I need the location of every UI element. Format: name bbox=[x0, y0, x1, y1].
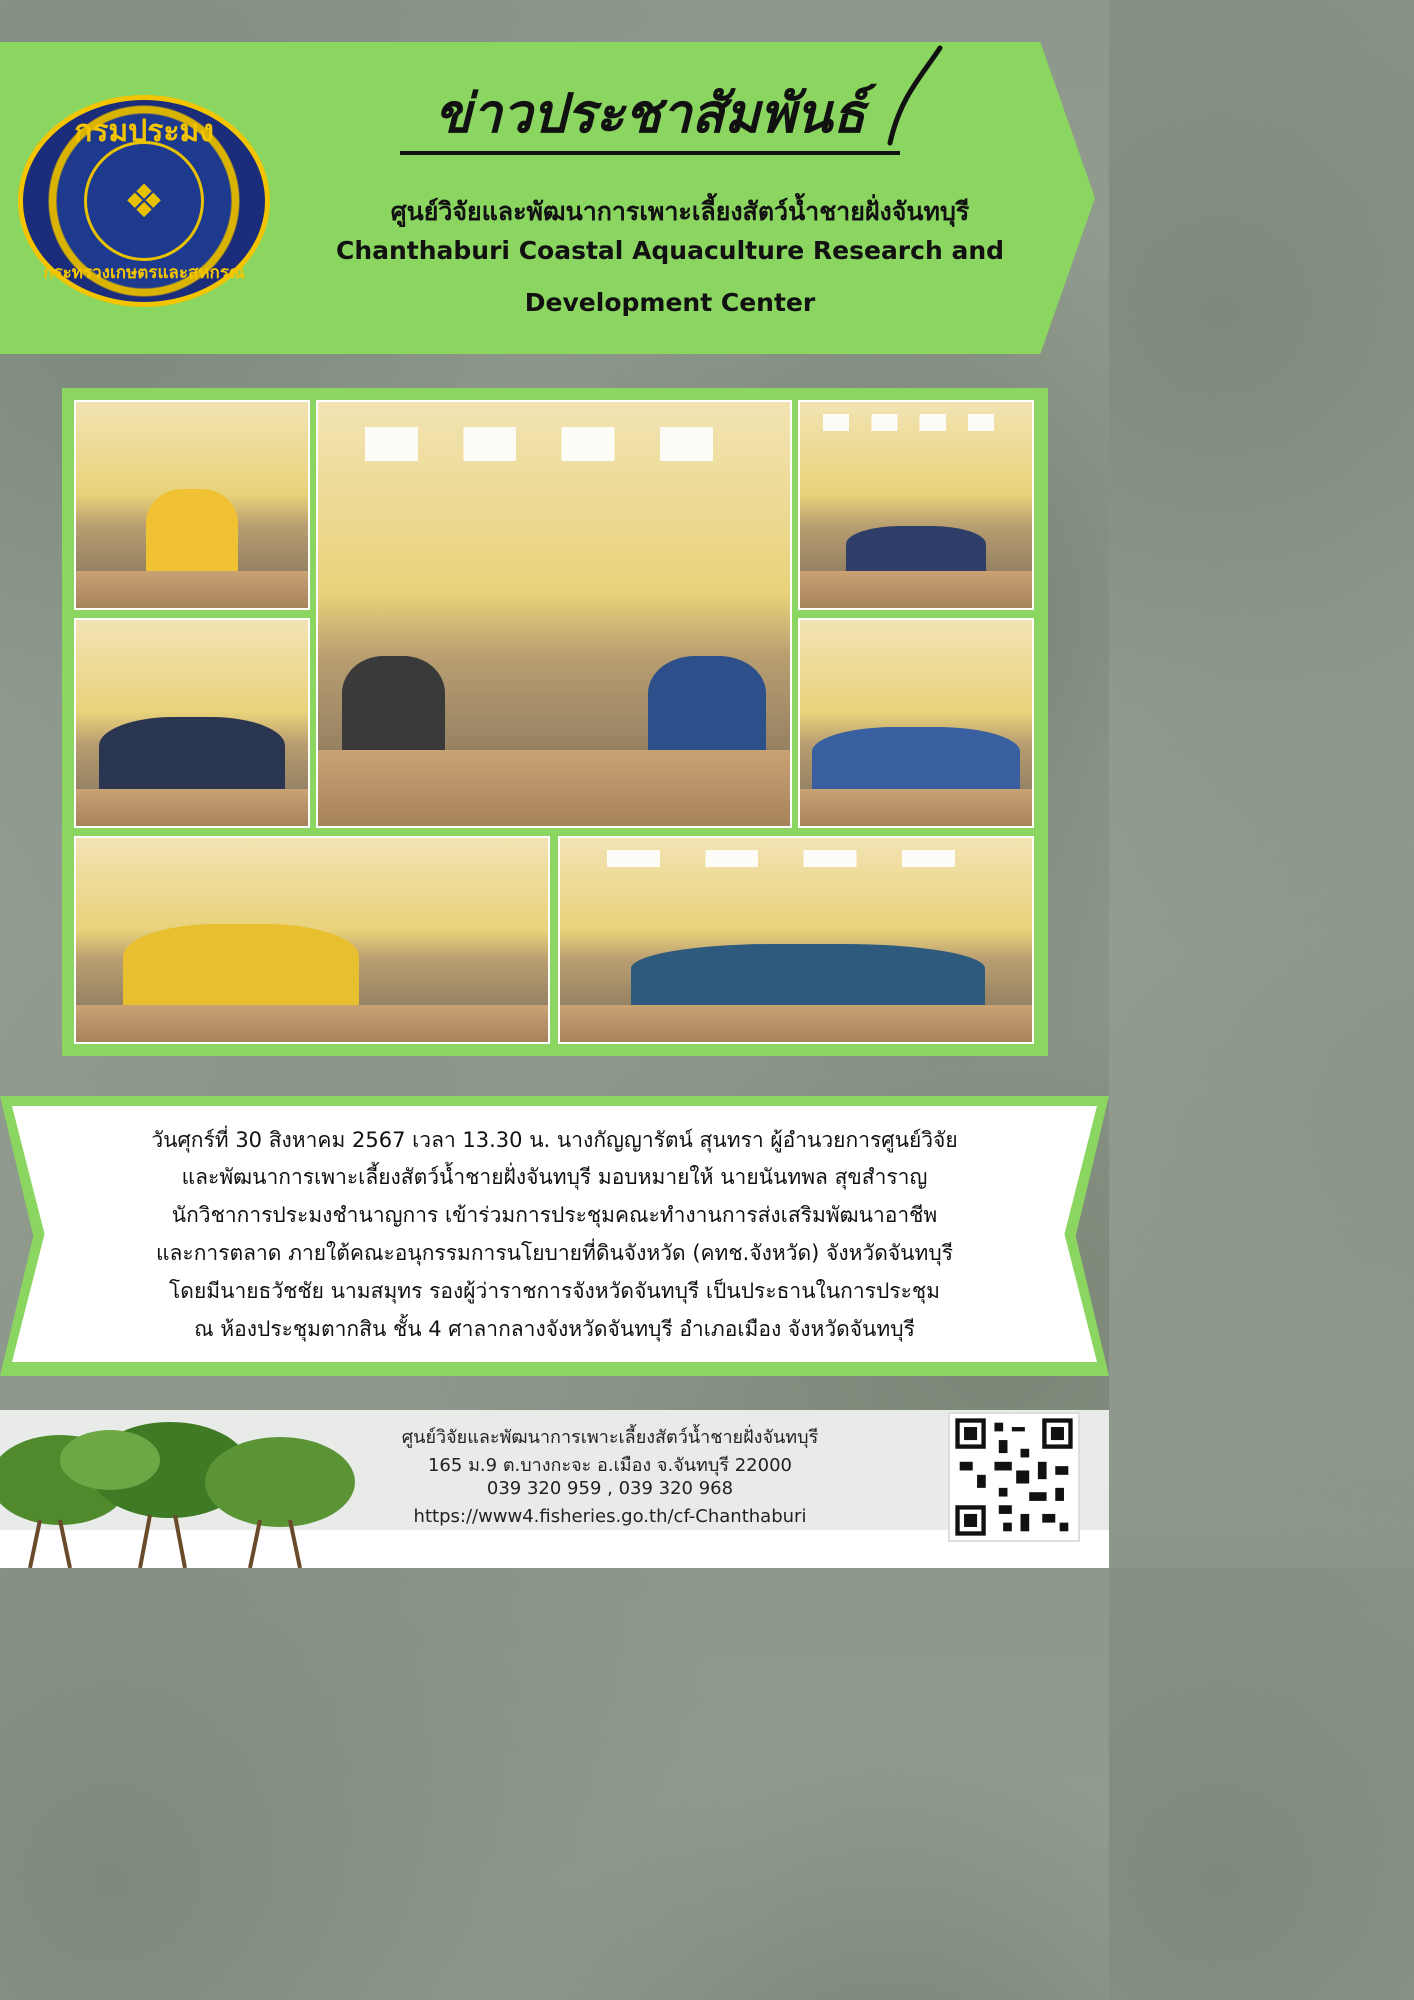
department-logo bbox=[18, 95, 270, 307]
logo-top-text: กรมประมง bbox=[74, 114, 214, 149]
photo-participants-row bbox=[74, 836, 550, 1044]
title-swash-decoration bbox=[880, 38, 950, 148]
description-line-3: นักวิชาการประมงชำนาญการ เข้าร่วมการประชุมคณะทำงานการส่งเสริมพัฒนาอาชีพ bbox=[171, 1203, 938, 1227]
description-line-2: และพัฒนาการเพาะเลี้ยงสัตว์น้ำชายฝั่งจันทบุรี มอบหมายให้ นายนันทพล สุขสำราญ bbox=[181, 1165, 928, 1189]
description-line-6: ณ ห้องประชุมตากสิน ชั้น 4 ศาลากลางจังหวัดจันทบุรี อำเภอเมือง จังหวัดจันทบุรี bbox=[194, 1317, 915, 1341]
photo-chairperson bbox=[74, 400, 310, 610]
qr-code-icon[interactable] bbox=[948, 1412, 1080, 1542]
photo-attendees-right bbox=[798, 618, 1034, 828]
page-title: ข่าวประชาสัมพันธ์ bbox=[400, 75, 900, 155]
description-line-4: และการตลาด ภายใต้คณะอนุกรรมการนโยบายที่ดินจังหวัด (คทช.จังหวัด) จังหวัดจันทบุรี bbox=[156, 1241, 953, 1265]
footer-org-name: ศูนย์วิจัยและพัฒนาการเพาะเลี้ยงสัตว์น้ำชายฝั่งจันทบุรี bbox=[401, 1427, 819, 1448]
org-name-thai: ศูนย์วิจัยและพัฒนาการเพาะเลี้ยงสัตว์น้ำชายฝั่งจันทบุรี bbox=[390, 197, 970, 226]
photo-meeting-tables bbox=[798, 400, 1034, 610]
org-name-en-line1: Chanthaburi Coastal Aquaculture Research and bbox=[335, 236, 1005, 265]
description-line-1: วันศุกร์ที่ 30 สิงหาคม 2567 เวลา 13.30 น. นางกัญญารัตน์ สุนทรา ผู้อำนวยการศูนย์วิจัย bbox=[151, 1128, 958, 1152]
description-line-5: โดยมีนายธวัชชัย นามสมุทร รองผู้ว่าราชการจังหวัดจันทบุรี เป็นประธานในการประชุม bbox=[169, 1279, 940, 1303]
photo-meeting-room-wide bbox=[316, 400, 792, 828]
footer-phone: 039 320 959 , 039 320 968 bbox=[486, 1478, 734, 1499]
department-seal-icon: ❖ bbox=[84, 141, 204, 261]
footer-url-link[interactable]: https://www4.fisheries.go.th/cf-Chanthaburi bbox=[413, 1506, 807, 1527]
org-name-en-line2: Development Center bbox=[524, 288, 816, 317]
logo-bottom-text: กระทรวงเกษตรและสหกรณ์ bbox=[43, 263, 245, 283]
photo-attendees-left bbox=[74, 618, 310, 828]
photo-participants-table bbox=[558, 836, 1034, 1044]
footer-address: 165 ม.9 ต.บางกะจะ อ.เมือง จ.จันทบุรี 22000 bbox=[427, 1455, 792, 1476]
photo-collage bbox=[62, 388, 1048, 1056]
mangrove-trees-icon bbox=[0, 1420, 360, 1568]
